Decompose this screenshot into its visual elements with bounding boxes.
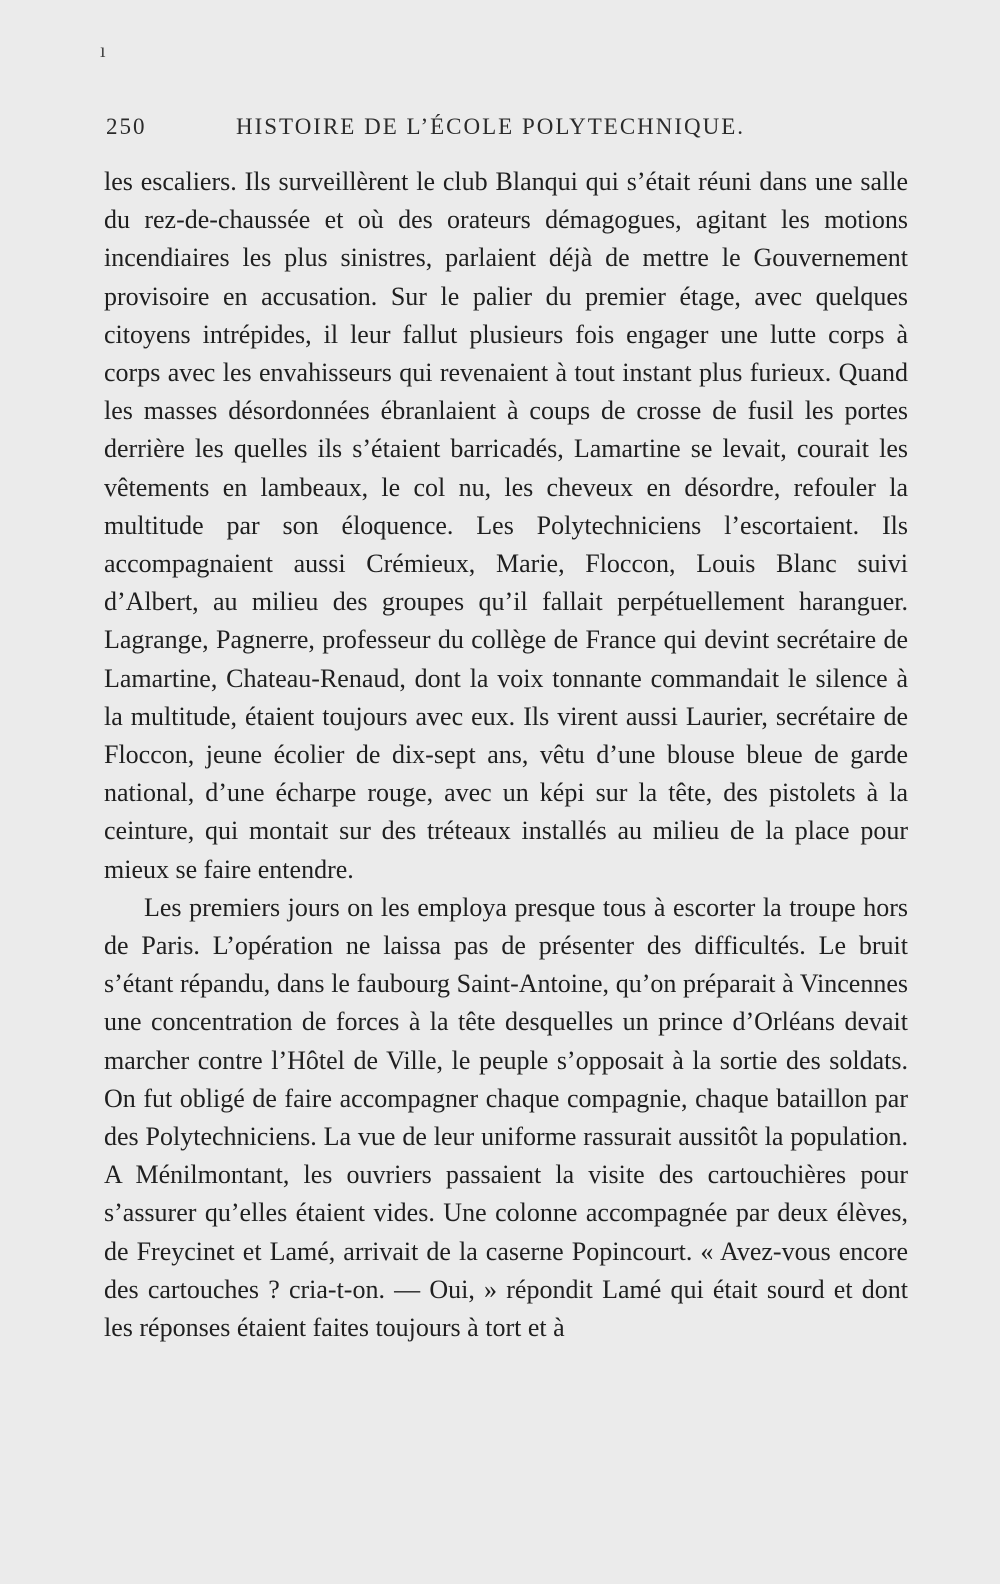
page-number: 250 xyxy=(106,114,147,139)
page-header xyxy=(106,114,790,150)
running-title: HISTOIRE DE L’ÉCOLE POLYTECHNIQUE. xyxy=(236,114,746,139)
body-text xyxy=(104,163,908,1347)
paragraph-2: Les premiers jours on les employa presque tous à escorter la troupe hors de Paris. L’opération ne laissa pas de présenter des difficultés. Le bruit s’étant répandu, dans le faubourg Saint-Antoine, qu’on préparait à Vincennes une concentration de forces à la tête desquelles un prince d’Orléans devait marcher contre l’Hôtel de Ville, le peuple s’opposait à la sortie des soldats. On fut obligé de faire accompagner chaque compagnie, chaque bataillon par des Polytechniciens. La vue de leur uniforme rassurait aussitôt la population. A Ménilmontant, les ouvriers passaient la visite des cartouchières pour s’assurer qu’elles étaient vides. Une colonne accompagnée par deux élèves, de Freycinet et Lamé, arrivait de la caserne Popincourt. « Avez-vous encore des cartouches ? cria-t-on. — Oui, » répondit Lamé qui était sourd et dont les réponses étaient faites toujours à tort et à xyxy=(104,892,908,1343)
paragraph-1: les escaliers. Ils surveillèrent le club Blanqui qui s’était réuni dans une salle du rez-de-chaussée et où des orateurs démagogues, agitant les motions incendiaires les plus sinistres, parlaient déjà de mettre le Gouvernement provisoire en accusation. Sur le palier du premier étage, avec quelques citoyens intrépides, il leur fallut plusieurs fois engager une lutte corps à corps avec les envahisseurs qui revenaient à tout instant plus furieux. Quand les masses désordonnées ébranlaient à coups de crosse de fusil les portes derrière les quelles ils s’étaient barricadés, Lamartine se levait, courait les vêtements en lambeaux, le col nu, les cheveux en désordre, refouler la multitude par son éloquence. Les Polytechniciens l’escortaient. Ils accompagnaient aussi Crémieux, Marie, Floccon, Louis Blanc suivi d’Albert, au milieu des groupes qu’il fallait perpétuellement haranguer. Lagrange, Pagnerre, professeur du collège de France qui devint secrétaire de Lamartine, Chateau-Renaud, dont la voix tonnante commandait le silence à la multitude, étaient toujours avec eux. Ils virent aussi Laurier, secrétaire de Floccon, jeune écolier de dix-sept ans, vêtu d’une blouse bleue de garde national, d’une écharpe rouge, avec un képi sur la tête, des pistolets à la ceinture, qui montait sur des tréteaux installés au milieu de la place pour mieux se faire entendre. xyxy=(104,167,908,884)
corner-mark: ı xyxy=(100,40,106,62)
